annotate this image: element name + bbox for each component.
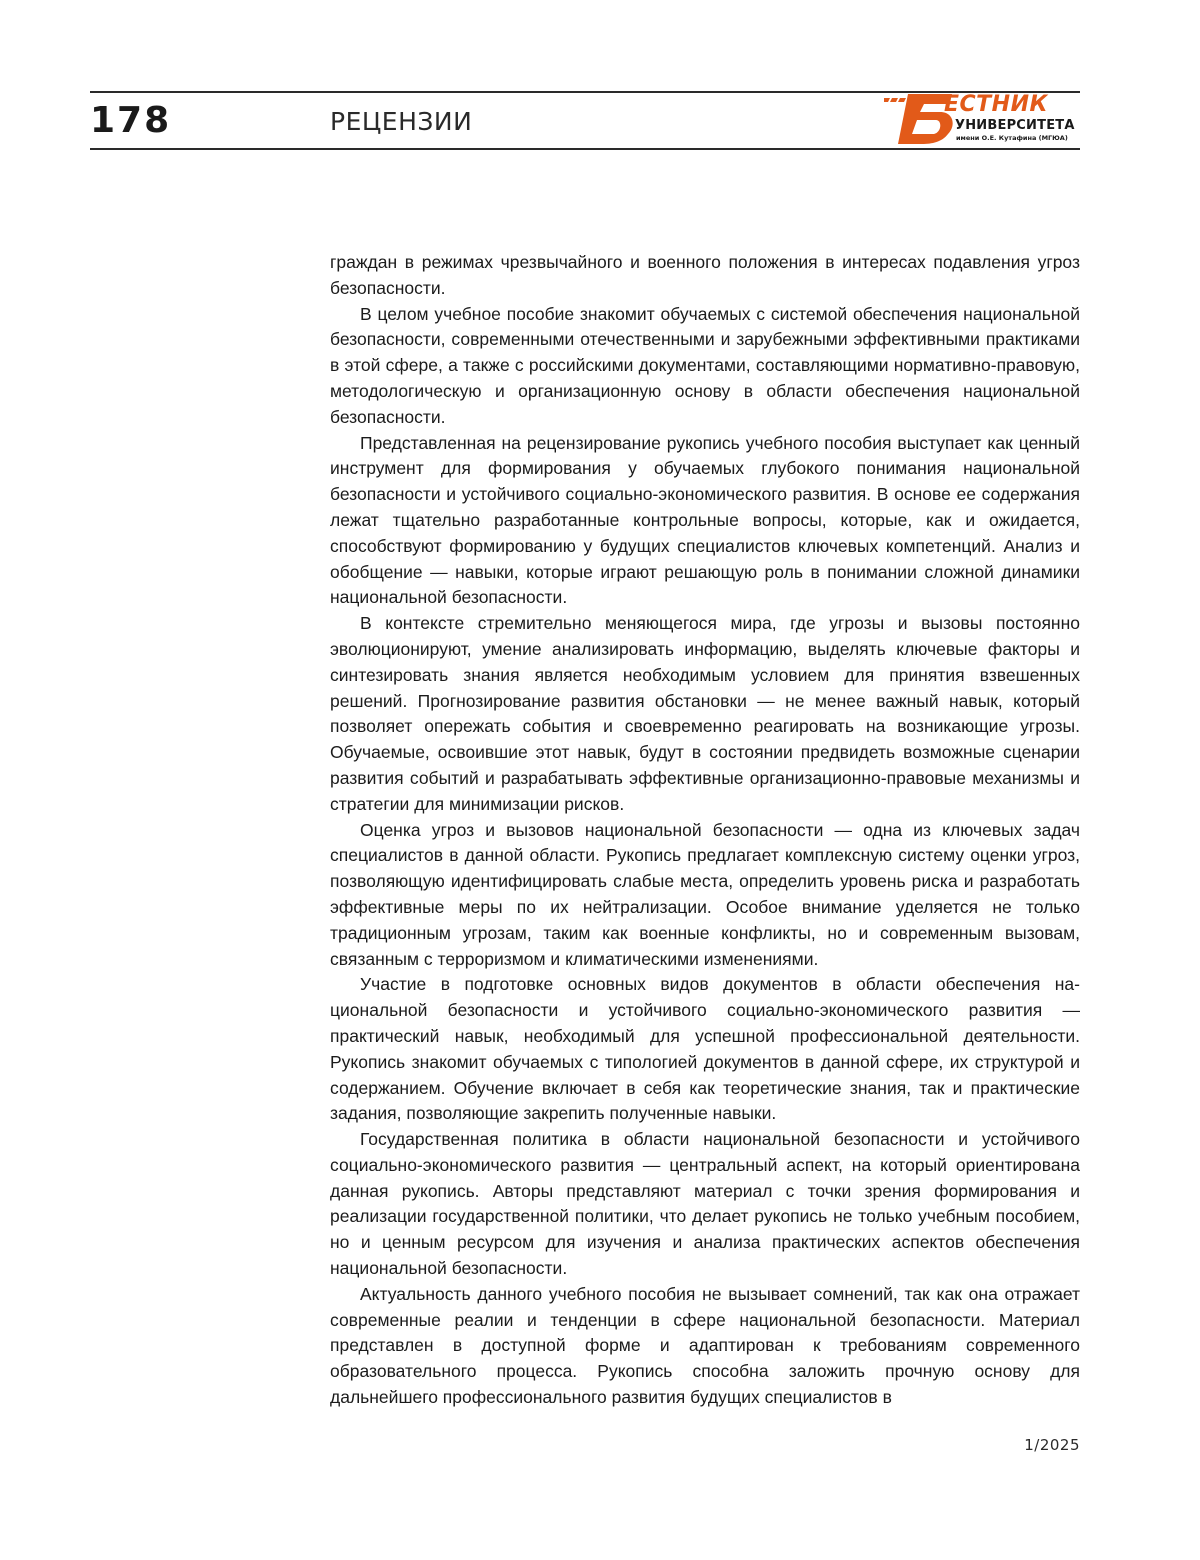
paragraph: граждан в режимах чрезвычайного и военного положения в интересах подавле­ния угроз безопасности. [330,250,1080,302]
header-bottom-rule [90,148,1080,150]
logo-university: УНИВЕРСИТЕТА [955,118,1075,133]
paragraph: Участие в подготовке основных видов документов в области обеспечения на­циональной безопасности и устойчивого социально-экономического развития — практический навык, необходимый для успешной профессиональной деятельно­сти. Рукопись знакомит обучаемых с типологией документов в данной сфере, их структурой и содержанием. Обучение включает в себя как теоретические знания, так и практические задания, позволяющие закрепить полученные навыки. [330,972,1080,1127]
paragraph: В целом учебное пособие знакомит обучаемых с системой обеспечения национальной безопасности, современными отечественными и зарубежными эффективными практиками в этой сфере, а также с российскими документами, составляющими нормативно-правовую, методологическую и организационную основу в области обеспечения национальной безопасности. [330,302,1080,431]
issue-number: 1/2025 [980,1436,1080,1454]
paragraph: Представленная на рецензирование рукопись учебного пособия выступает как ценный инструмент для формирования у обучаемых глубокого понимания национальной безопасности и устойчивого социально-экономического развития. В основе ее содержания лежат тщательно разработанные контрольные вопросы, которые, как и ожидается, способствуют формированию у будущих специалистов ключевых компетенций. Анализ и обобщение — навыки, которые играют решаю­щую роль в понимании сложной динамики национальной безопасности. [330,431,1080,612]
section-title: РЕЦЕНЗИИ [330,107,472,137]
journal-logo [884,92,1080,146]
paragraph: Актуальность данного учебного пособия не вызывает сомнений, так как она отражает современные реалии и тенденции в сфере национальной безопас­ности. Материал представлен в доступной форме и адаптирован к требованиям современного образовательного процесса. Рукопись способна заложить прочную основу для дальнейшего профессионального развития будущих специалистов в [330,1282,1080,1411]
logo-subtitle: имени О.Е. Кутафина (МГЮА) [956,134,1068,142]
logo-word: ЕСТНИК [944,93,1048,117]
article-body [330,250,1080,1411]
paragraph: Государственная политика в области национальной безопасности и устой­чивого социально-экономического развития — центральный аспект, на который ориентирована данная рукопись. Авторы представляют материал с точки зрения формирования и реализации государственной политики, что делает рукопись не только учебным пособием, но и ценным ресурсом для изучения и анализа прак­тических аспектов обеспечения национальной безопасности. [330,1127,1080,1282]
paragraph: Оценка угроз и вызовов национальной безопасности — одна из ключевых задач специалистов в данной области. Рукопись предлагает комплексную си­стему оценки угроз, позволяющую идентифицировать слабые места, определить уровень риска и разработать эффективные меры по их нейтрализации. Особое внимание уделяется не только традиционным угрозам, таким как военные кон­фликты, но и современным вызовам, связанным с терроризмом и климатиче­скими изменениями. [330,818,1080,973]
paragraph: В контексте стремительно меняющегося мира, где угрозы и вызовы постоян­но эволюционируют, умение анализировать информацию, выделять ключевые факторы и синтезировать знания является необходимым условием для принятия взвешенных решений. Прогнозирование развития обстановки — не менее важ­ный навык, который позволяет опережать события и своевременно реагировать на возникающие угрозы. Обучаемые, освоившие этот навык, будут в состоянии предвидеть возможные сценарии развития событий и разрабатывать эффектив­ные организационно-правовые механизмы и стратегии для минимизации рисков. [330,611,1080,817]
page-number: 178 [90,99,171,143]
